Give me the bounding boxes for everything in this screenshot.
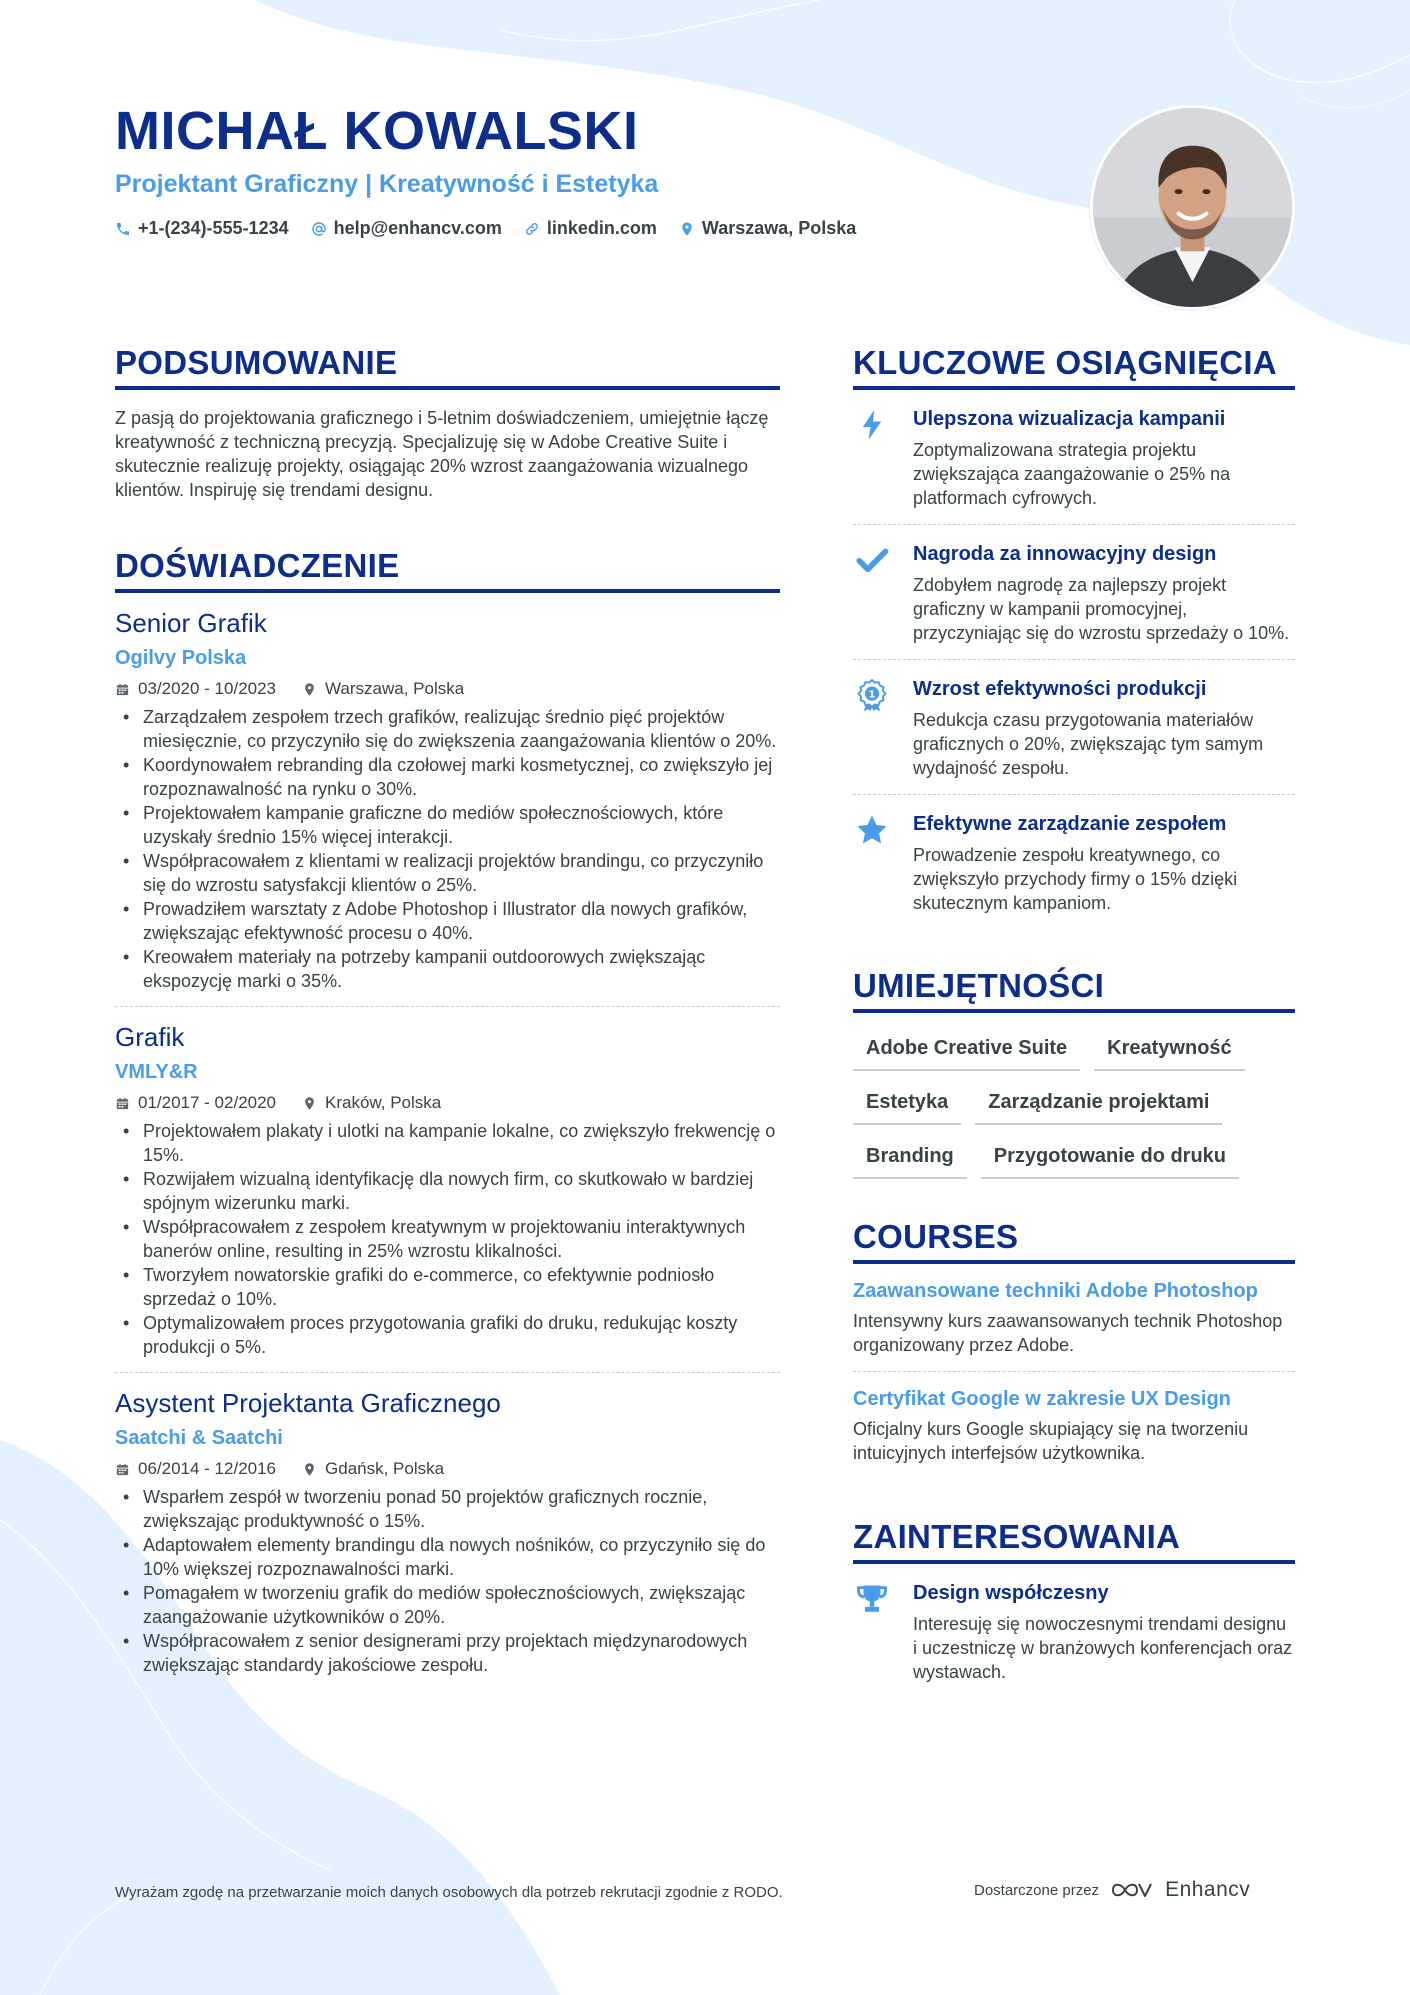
job-bullet: • Kreowałem materiały na potrzeby kampanii outdoorowych zwiększając ekspozycję marki o 35%.	[115, 945, 780, 993]
job-location-text: Gdańsk, Polska	[325, 1459, 445, 1478]
achievement-desc: Redukcja czasu przygotowania materiałów graficznych o 20%, zwiększając tym samym wydajność zespołu.	[913, 710, 1264, 778]
course-desc: Oficjalny kurs Google skupiający się na tworzeniu intuicyjnych interfejsów użytkownika.	[853, 1419, 1249, 1463]
contact-location	[679, 218, 856, 239]
at-icon	[311, 221, 327, 237]
job-dates	[115, 1459, 276, 1479]
job-company: VMLY&R	[115, 1061, 198, 1083]
powered-by-label: Dostarczone przez	[974, 1881, 1100, 1899]
profile-photo	[1090, 105, 1295, 310]
job-bullet: • Koordynowałem rebranding dla czołowej marki kosmetycznej, co zwiększyło jej rozpoznawalność na rynku o 30%.	[115, 753, 780, 801]
job-location-text: Kraków, Polska	[325, 1093, 442, 1112]
job-bullet: • Optymalizowałem proces przygotowania grafiki do druku, redukując koszty produkcji o 5%.	[115, 1311, 780, 1359]
skill-tag: Przygotowanie do druku	[981, 1137, 1239, 1179]
check-icon	[853, 541, 891, 645]
job-bullet: • Projektowałem kampanie graficzne do mediów społecznościowych, które uzyskały średnio 15% więcej interakcji.	[115, 801, 780, 849]
achievement-title: Nagroda za innowacyjny design	[913, 543, 1217, 565]
job-location	[302, 1459, 444, 1479]
job-title: Senior Grafik	[115, 608, 267, 638]
achievement-desc: Zoptymalizowana strategia projektu zwiększająca zaangażowanie o 25% na platformach cyfrowych.	[913, 440, 1231, 508]
divider	[115, 1006, 780, 1007]
interest-item	[853, 1564, 1295, 1698]
summary-text: Z pasją do projektowania graficznego i 5-letnim doświadczeniem, umiejętnie łączę kreatywność z techniczną precyzją. Specjalizuję się w Adobe Creative Suite i skutecznie realizuję projekty, osiągając 20% wzrost zaangażowania wizualnego klientów. Inspiruję się trendami designu.	[115, 408, 769, 500]
experience-section	[115, 545, 780, 1677]
achievement-title: Ulepszona wizualizacja kampanii	[913, 408, 1226, 430]
job-bullets	[115, 1485, 780, 1677]
job-bullet: • Wsparłem zespół w tworzeniu ponad 50 projektów graficznych rocznie, zwiększając produktywność o 15%.	[115, 1485, 780, 1533]
interest-desc: Interesuję się nowoczesnymi trendami designu i uczestniczę w branżowych konferencjach oraz wystawach.	[913, 1614, 1293, 1682]
job-location	[302, 1093, 441, 1113]
candidate-headline: Projektant Graficzny | Kreatywność i Estetyka	[115, 170, 659, 198]
job-bullets	[115, 705, 780, 993]
achievement-item	[853, 795, 1295, 929]
divider	[115, 1372, 780, 1373]
location-pin-icon	[302, 1096, 317, 1111]
brand-name: Enhancv	[1165, 1878, 1251, 1901]
linkedin-text: linkedin.com	[546, 218, 657, 238]
contact-email[interactable]	[311, 218, 502, 239]
link-icon	[524, 221, 540, 237]
job-bullet: • Rozwijałem wizualną identyfikację dla nowych firm, co skutkowało w bardziej spójnym wizerunku marki.	[115, 1167, 780, 1215]
summary-heading: PODSUMOWANIE	[115, 342, 780, 390]
candidate-name: MICHAŁ KOWALSKI	[115, 101, 639, 161]
job-bullet: • Współpracowałem z zespołem kreatywnym w projektowaniu interaktywnych banerów online, resulting in 25% wzrostu klikalności.	[115, 1215, 780, 1263]
job-location	[302, 679, 464, 699]
consent-text: Wyrażam zgodę na przetwarzanie moich danych osobowych dla potrzeb rekrutacji zgodnie z RODO.	[115, 1884, 783, 1901]
phone-icon	[115, 221, 131, 237]
job-bullet: • Współpracowałem z senior designerami przy projektach międzynarodowych zwiększając standardy jakościowe zespołu.	[115, 1629, 780, 1677]
location-pin-icon	[302, 682, 317, 697]
contact-linkedin[interactable]	[524, 218, 657, 239]
courses-heading: COURSES	[853, 1216, 1295, 1264]
job-meta	[115, 1459, 780, 1479]
job-location-text: Warszawa, Polska	[325, 679, 465, 698]
experience-heading: DOŚWIADCZENIE	[115, 545, 780, 593]
skills-heading: UMIEJĘTNOŚCI	[853, 965, 1295, 1013]
location-pin-icon	[302, 1462, 317, 1477]
phone-text: +1-(234)-555-1234	[138, 218, 289, 238]
right-column	[853, 342, 1295, 1698]
job-bullet: • Prowadziłem warsztaty z Adobe Photoshop i Illustrator dla nowych grafików, zwiększając efektywność procesu o 40%.	[115, 897, 780, 945]
achievement-title: Efektywne zarządzanie zespołem	[913, 813, 1227, 835]
achievement-item	[853, 525, 1295, 660]
course-title: Certyfikat Google w zakresie UX Design	[853, 1388, 1231, 1410]
powered-by[interactable]	[974, 1878, 1250, 1902]
skills-list	[853, 1029, 1295, 1179]
course-desc: Intensywny kurs zaawansowanych technik Photoshop organizowany przez Adobe.	[853, 1311, 1283, 1355]
left-column	[115, 342, 780, 1677]
achievements-heading: KLUCZOWE OSIĄGNIĘCIA	[853, 342, 1295, 390]
achievement-item	[853, 660, 1295, 795]
job-title: Grafik	[115, 1022, 185, 1052]
job-bullet: • Współpracowałem z klientami w realizacji projektów brandingu, co przyczyniło się do wzrostu satysfakcji klientów o 25%.	[115, 849, 780, 897]
calendar-icon	[115, 1462, 130, 1477]
trophy-icon	[853, 1580, 891, 1684]
skill-tag: Kreatywność	[1094, 1029, 1245, 1071]
achievement-title: Wzrost efektywności produkcji	[913, 678, 1207, 700]
achievement-desc: Zdobyłem nagrodę za najlepszy projekt graficzny w kampanii promocyjnej, przyczyniając się do wzrostu sprzedaży o 10%.	[913, 575, 1290, 643]
job-dates	[115, 679, 276, 699]
job-bullets	[115, 1119, 780, 1359]
achievement-desc: Prowadzenie zespołu kreatywnego, co zwiększyło przychody firmy o 15% dzięki skutecznym kampaniom.	[913, 845, 1238, 913]
star-icon	[853, 811, 891, 915]
contact-row	[115, 218, 1065, 239]
job-bullet: • Pomagałem w tworzeniu grafik do mediów społecznościowych, zwiększając zaangażowanie użytkowników o 20%.	[115, 1581, 780, 1629]
summary-section	[115, 342, 780, 502]
job-company: Ogilvy Polska	[115, 647, 247, 669]
course-title: Zaawansowane techniki Adobe Photoshop	[853, 1280, 1258, 1302]
course-item	[853, 1264, 1295, 1372]
enhancv-logo-icon	[1109, 1878, 1155, 1902]
skill-tag: Zarządzanie projektami	[975, 1083, 1222, 1125]
resume-header	[115, 100, 1065, 239]
job-bullet: • Projektowałem plakaty i ulotki na kampanie lokalne, co zwiększyło frekwencję o 15%.	[115, 1119, 780, 1167]
email-text: help@enhancv.com	[333, 218, 502, 238]
calendar-icon	[115, 682, 130, 697]
job-dates-text: 01/2017 - 02/2020	[138, 1093, 277, 1112]
contact-phone[interactable]	[115, 218, 289, 239]
job-dates-text: 06/2014 - 12/2016	[138, 1459, 277, 1478]
skills-section	[853, 965, 1295, 1179]
job-title: Asystent Projektanta Graficznego	[115, 1388, 501, 1418]
interest-title: Design współczesny	[913, 1582, 1109, 1604]
achievement-item	[853, 390, 1295, 525]
location-pin-icon	[679, 221, 695, 237]
calendar-icon	[115, 1096, 130, 1111]
job-company: Saatchi & Saatchi	[115, 1427, 283, 1449]
courses-section	[853, 1216, 1295, 1479]
skill-tag: Adobe Creative Suite	[853, 1029, 1080, 1071]
job-dates-text: 03/2020 - 10/2023	[138, 679, 277, 698]
course-item	[853, 1372, 1295, 1479]
achievements-section	[853, 342, 1295, 929]
interests-heading: ZAINTERESOWANIA	[853, 1516, 1295, 1564]
location-text: Warszawa, Polska	[701, 218, 857, 238]
job-bullet: • Tworzyłem nowatorskie grafiki do e-commerce, co efektywnie podniosło sprzedaż o 10%.	[115, 1263, 780, 1311]
skill-tag: Estetyka	[853, 1083, 961, 1125]
job-bullet: • Zarządzałem zespołem trzech grafików, realizując średnio pięć projektów miesięcznie, co przyczyniło się do zwiększenia zaangażowania klientów o 20%.	[115, 705, 780, 753]
job-entry	[115, 1021, 780, 1373]
job-entry	[115, 607, 780, 1007]
bolt-icon	[853, 406, 891, 510]
job-entry	[115, 1387, 780, 1677]
job-bullet: • Adaptowałem elementy brandingu dla nowych nośników, co przyczyniło się do 10% większej rozpoznawalności marki.	[115, 1533, 780, 1581]
award-ribbon-icon	[853, 676, 891, 780]
job-meta	[115, 1093, 780, 1113]
interests-section	[853, 1516, 1295, 1698]
skill-tag: Branding	[853, 1137, 967, 1179]
svg-text:1: 1	[868, 689, 876, 701]
job-dates	[115, 1093, 276, 1113]
job-meta	[115, 679, 780, 699]
